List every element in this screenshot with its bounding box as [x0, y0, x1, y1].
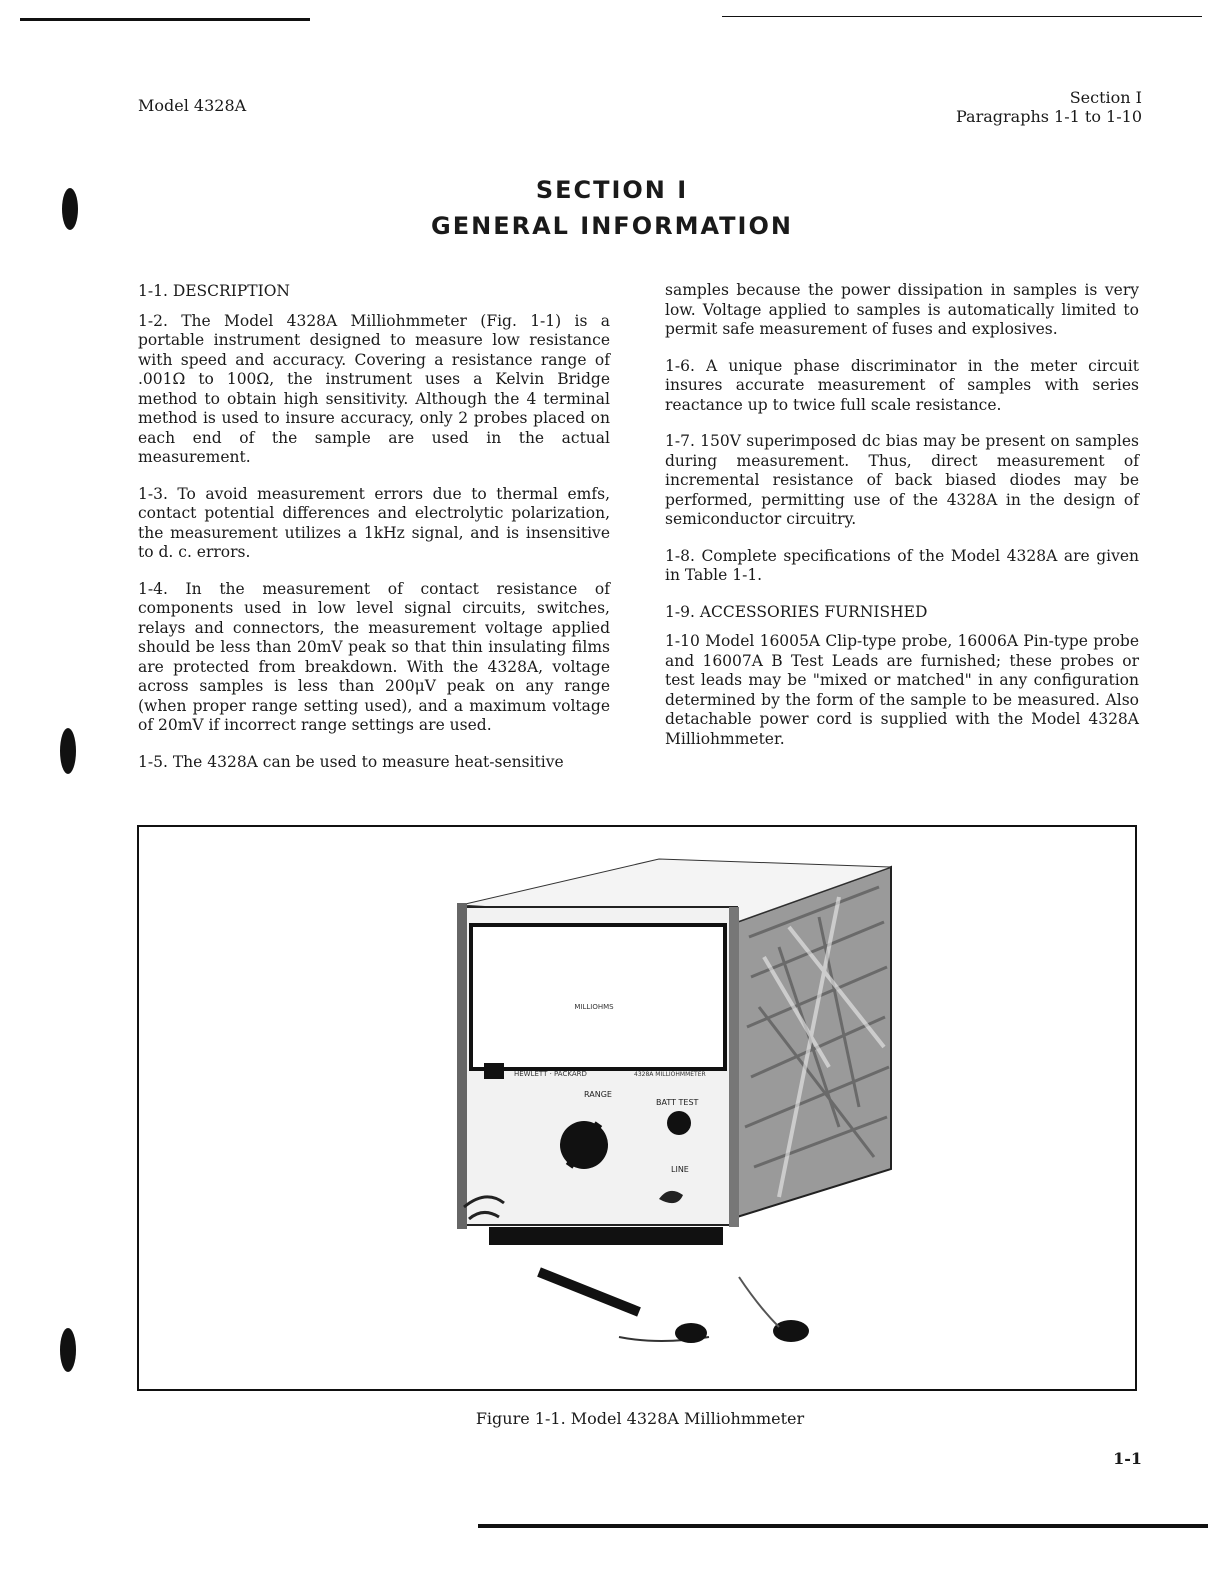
binding-hole-2: [60, 728, 76, 774]
meter-window: [471, 925, 725, 1069]
paragraph-1-5-continued: samples because the power dissipation in samples is very low. Voltage applied to samples is automatically limited to permit safe measurement of fuses and explosives.: [665, 281, 1139, 338]
paragraph-1-8: 1-8. Complete specifications of the Model 4328A are given in Table 1-1.: [665, 546, 1139, 584]
paragraph-1-10: 1-10 Model 16005A Clip-type probe, 16006A Pin-type probe and 16007A B Test Leads are furnished; these probes or test leads may be "mixed or matched" in any configuration determined by the form of the sample to be measured. Also detachable power cord is supplied with the Model 4328A Milliohmmeter.: [665, 632, 1139, 748]
header-paragraphs: Paragraphs 1-1 to 1-10: [956, 107, 1142, 126]
header-section: Section I: [1069, 88, 1142, 107]
section-title: SECTION I: [535, 176, 689, 204]
top-rule-left: [20, 18, 310, 21]
header-section-info: [956, 88, 1142, 126]
heading-accessories: 1-9. ACCESSORIES FURNISHED: [665, 602, 928, 621]
probe-lead-1: [539, 1272, 639, 1312]
heading-description: 1-1. DESCRIPTION: [138, 282, 290, 300]
page-number: 1-1: [1113, 1449, 1142, 1468]
top-rule-right: [722, 16, 1202, 17]
right-column: [665, 281, 1139, 766]
paragraph-1-4: 1-4. In the measurement of contact resistance of components used in low level signal circuits, switches, relays and connectors, the measurement voltage applied should be less than 20mV peak so that thin insulating films are protected from breakdown. With the 4328A, voltage across samples is less than 200μV peak on any range (when proper range setting used), and a maximum voltage of 20mV if incorrect range settings are used.: [138, 579, 610, 734]
line-label: LINE: [671, 1165, 689, 1174]
model-plate: 4328A MILLIOHMMETER: [634, 1071, 706, 1078]
range-label: RANGE: [584, 1090, 612, 1099]
probe-tip-1: [675, 1323, 707, 1343]
paragraph-1-7: 1-7. 150V superimposed dc bias may be present on samples during measurement. Thus, direct measurement of incremental resistance of back biased diodes may be performed, permitting use of the 4328A in the design of semiconductor circuitry.: [665, 432, 1139, 528]
batt-test-button: [667, 1111, 691, 1135]
probe-tip-2: [773, 1320, 809, 1342]
header-model: Model 4328A: [138, 96, 247, 115]
figure-frame: [137, 825, 1137, 1391]
meter-label: MILLIOHMS: [574, 1003, 614, 1011]
figure-caption: Figure 1-1. Model 4328A Milliohmmeter: [475, 1409, 805, 1428]
milliohmmeter-illustration: [139, 827, 1135, 1389]
paragraph-1-2: 1-2. The Model 4328A Milliohmmeter (Fig. 1-1) is a portable instrument designed to measure low resistance with speed and accuracy. Covering a resistance range of .001Ω to 100Ω, the instrument uses a Kelvin Bridge method to obtain high sensitivity. Although the 4 terminal method is used to insure accuracy, only 2 probes placed on each end of the sample are used in the actual measurement.: [138, 311, 610, 466]
paragraph-1-5: 1-5. The 4328A can be used to measure heat-sensitive: [138, 752, 564, 771]
paragraph-1-3: 1-3. To avoid measurement errors due to thermal emfs, contact potential differences and electrolytic polarization, the measurement utilizes a 1kHz signal, and is insensitive to d. c. errors.: [138, 484, 610, 561]
bottom-rule: [478, 1524, 1208, 1528]
hp-logo: [484, 1063, 504, 1079]
binding-hole-3: [60, 1328, 76, 1372]
section-subtitle: GENERAL INFORMATION: [431, 212, 793, 240]
paragraph-1-6: 1-6. A unique phase discriminator in the meter circuit insures accurate measurement of samples with series reactance up to twice full scale resistance.: [665, 356, 1139, 414]
brand-label: HEWLETT · PACKARD: [514, 1070, 587, 1078]
batt-test-label: BATT TEST: [656, 1098, 699, 1107]
instrument-base: [489, 1227, 723, 1245]
left-column: [138, 282, 610, 789]
